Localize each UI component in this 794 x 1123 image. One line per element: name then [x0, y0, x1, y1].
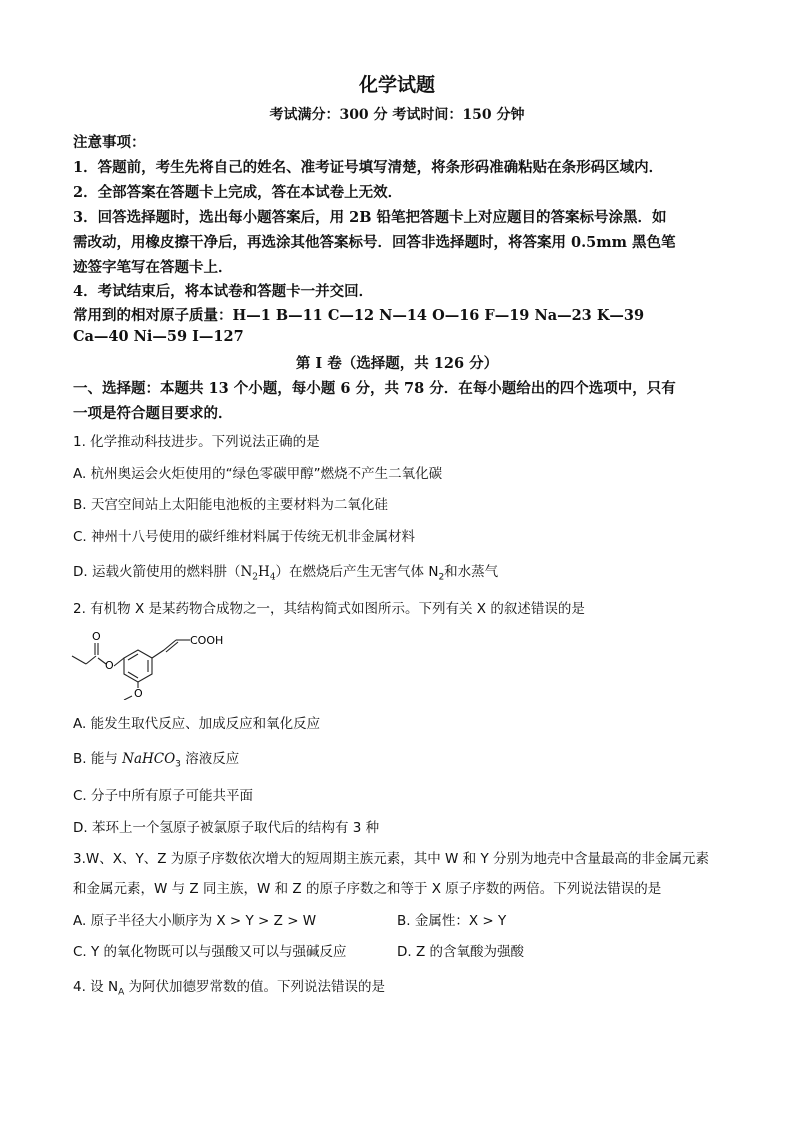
q2-option-d: D. 苯环上一个氢原子被氯原子取代后的结构有 3 种	[73, 820, 380, 836]
q2-option-a: A. 能发生取代反应、加成反应和氧化反应	[73, 716, 321, 732]
atomic-mass-line: 常用到的相对原子质量：H—1 B—11 C—12 N—14 O—16 F—19 Na—23 K—39	[73, 307, 645, 324]
note-line: 2．全部答案在答题卡上完成，答在本试卷上无效．	[73, 184, 403, 201]
carbonyl-o-label: O	[92, 630, 101, 643]
section-intro: 一、选择题：本题共 13 个小题，每小题 6 分，共 78 分．在每小题给出的四个选项中，只有	[73, 380, 676, 397]
q2-b-text: B. 能与	[73, 751, 123, 767]
formula-h: H	[258, 564, 270, 580]
cooh-label: COOH	[190, 634, 224, 647]
q1-option-c: C. 神州十八号使用的碳纤维材料属于传统无机非金属材料	[73, 529, 416, 545]
note-line: 3．回答选择题时，选出每小题答案后，用 2B 铅笔把答题卡上对应题目的答案标号涂黑．如	[73, 209, 667, 226]
question-1-stem: 1. 化学推动科技进步。下列说法正确的是	[73, 434, 320, 450]
q4-text: 为阿伏加德罗常数的值。下列说法错误的是	[124, 979, 386, 995]
question-4-stem	[73, 975, 385, 998]
formula-n: N	[240, 564, 253, 580]
nahco3-formula: NaHCO	[122, 751, 176, 767]
q2-b-text: 溶液反应	[180, 751, 240, 767]
q3-option-b: B. 金属性：X > Y	[397, 913, 507, 929]
note-line: 需改动，用橡皮擦干净后，再选涂其他答案标号．回答非选择题时，将答案用 0.5mm 黑色笔	[73, 234, 676, 251]
note-line: 迹签字笔写在答题卡上．	[73, 259, 233, 276]
q1-option-b: B. 天宫空间站上太阳能电池板的主要材料为二氧化硅	[73, 497, 388, 513]
q4-text: 4. 设 N	[73, 979, 119, 995]
question-2-stem: 2. 有机物 X 是某药物合成物之一，其结构简式如图所示。下列有关 X 的叙述错误的是	[73, 601, 585, 617]
notes-heading: 注意事项：	[73, 134, 146, 151]
ester-o-label: O	[105, 659, 114, 672]
section-title: 第 I 卷（选择题，共 126 分）	[295, 355, 499, 372]
formula-sub: 3	[175, 759, 181, 770]
q1-option-a: A. 杭州奥运会火炬使用的“绿色零碳甲醇”燃烧不产生二氧化碳	[73, 466, 443, 482]
exam-subtitle: 考试满分：300 分 考试时间：150 分钟	[269, 107, 525, 123]
atomic-mass-line: Ca—40 Ni—59 I—127	[73, 328, 244, 345]
q1-option-d	[73, 560, 498, 583]
formula-sub: 4	[269, 572, 276, 583]
methoxy-o-label: O	[134, 687, 143, 700]
structure-formula-diagram	[68, 618, 248, 700]
q1-d-text: D. 运载火箭使用的燃料肼（	[73, 564, 241, 580]
q1-d-text: 和水蒸气	[444, 564, 499, 580]
note-line: 1．答题前，考生先将自己的姓名、准考证号填写清楚，将条形码准确粘贴在条形码区域内．	[73, 159, 664, 176]
q2-option-c: C. 分子中所有原子可能共平面	[73, 788, 254, 804]
q3-option-a: A. 原子半径大小顺序为 X > Y > Z > W	[73, 913, 317, 929]
section-intro: 一项是符合题目要求的．	[73, 405, 233, 422]
hydrazine-formula	[240, 564, 276, 583]
q3-option-c: C. Y 的氧化物既可以与强酸又可以与强碱反应	[73, 944, 347, 960]
q2-option-b	[73, 747, 239, 770]
q3-option-d: D. Z 的含氧酸为强酸	[397, 944, 525, 960]
question-3-stem: 3.W、X、Y、Z 为原子序数依次增大的短周期主族元素，其中 W 和 Y 分别为地壳中含量最高的非金属元素	[73, 851, 710, 867]
question-3-stem: 和金属元素，W 与 Z 同主族，W 和 Z 的原子序数之和等于 X 原子序数的两倍。下列说法错误的是	[73, 881, 662, 897]
page-title: 化学试题	[358, 74, 435, 96]
formula-sub: A	[118, 987, 125, 998]
q1-d-text: ）在燃烧后产生无害气体 N	[275, 564, 439, 580]
note-line: 4．考试结束后，将本试卷和答题卡一并交回．	[73, 283, 374, 300]
formula-sub: 2	[438, 572, 445, 583]
formula-sub: 2	[252, 572, 259, 583]
